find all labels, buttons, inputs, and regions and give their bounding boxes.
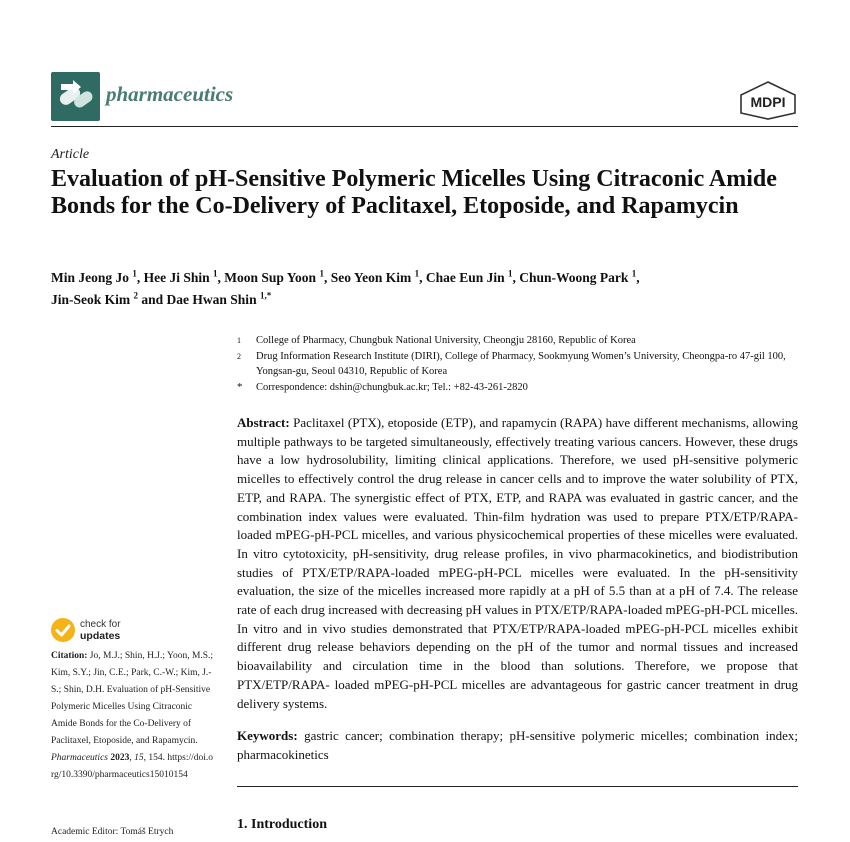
- article-title: Evaluation of pH-Sensitive Polymeric Micelles Using Citraconic Amide Bonds for the Co-Delivery of Paclitaxel, Etoposide, and Rapamycin: [51, 166, 777, 219]
- header-divider: [51, 126, 798, 127]
- keywords-label: Keywords:: [237, 728, 298, 743]
- check-for-updates-button[interactable]: [51, 618, 161, 646]
- mdpi-logo-text: MDPI: [750, 94, 786, 110]
- mdpi-logo-icon: [738, 80, 798, 120]
- author: Chun-Woong Park $^1$,: [519, 268, 640, 285]
- citation-text: Jo, M.J.; Shin, H.J.; Yoon, M.S.; Kim, S.Y.; Jin, C.E.; Park, C.-W.; Kim, J.-S.; Shin, D.H. Evaluation of pH-Sensitive Polymeric Micelles Using Citraconic Amide Bonds for the Co-Delivery of Paclitaxel, Etoposide, and Rapamycin.: [51, 651, 214, 746]
- abstract: [237, 414, 798, 713]
- affiliation-mark: 2: [237, 351, 241, 361]
- check-updates-icon: [51, 618, 75, 642]
- author: Moon Sup Yoon $^1$,: [224, 268, 331, 285]
- keywords-text: gastric cancer; combination therapy; pH-sensitive polymeric micelles; combination index; pharmacokinetics: [237, 728, 799, 762]
- author: Hee Ji Shin $^1$,: [143, 268, 225, 285]
- doi-link[interactable]: https://doi.org/10.3390/pharmaceutics15010154: [51, 753, 214, 780]
- citation-year: 2023: [110, 753, 130, 763]
- citation-block: Citation: Jo, M.J.; Shin, H.J.; Yoon, M.S.; Kim, S.Y.; Jin, C.E.; Park, C.-W.; Kim, J.-S.; Shin, D.H. Evaluation of pH-Sensitive Polymeric Micelles Using Citraconic Amide Bonds for the Co-Delivery of Paclitaxel, Etoposide, and Rapamycin. Pharmaceutics 2023, 15, 154. https://doi.org/10.3390/pharmaceutics15010154: [51, 651, 214, 780]
- journal-logo-icon: [51, 72, 100, 121]
- keywords: [237, 727, 798, 764]
- academic-editor: [51, 827, 173, 837]
- section-heading: 1. Introduction: [237, 817, 327, 832]
- citation-label: Citation:: [51, 651, 88, 661]
- author-list: [51, 264, 791, 309]
- abstract-label: Abstract:: [237, 415, 290, 430]
- author: Jin-Seok Kim $^2$ and: [51, 290, 167, 307]
- affiliation: [237, 333, 797, 349]
- citation-volume: 15: [134, 753, 144, 763]
- correspondence-text: Correspondence: dshin@chungbuk.ac.kr; Tel.: +82-43-261-2820: [256, 381, 528, 393]
- citation-pages: , 154.: [143, 753, 165, 763]
- author: Min Jeong Jo $^1$,: [51, 268, 144, 285]
- author: Chae Eun Jin $^1$,: [425, 268, 520, 285]
- check-updates-line1: check for: [80, 619, 121, 630]
- article-type: Article: [51, 147, 90, 162]
- correspondence: [237, 380, 797, 396]
- editor-name: Tomáš Etrych: [120, 827, 174, 837]
- journal-name: pharmaceutics: [106, 82, 234, 106]
- affiliation-text: Drug Information Research Institute (DIRI), College of Pharmacy, Sookmyung Women’s University, Cheongpa-ro 47-gil 100, Yongsan-gu, Seoul 04310, Republic of Korea: [256, 350, 786, 377]
- author: Dae Hwan Shin $^{1,*}$: [166, 290, 272, 307]
- section-divider: [237, 786, 798, 787]
- affiliations: [237, 333, 797, 395]
- author: Seo Yeon Kim $^1$,: [330, 268, 426, 285]
- affiliation-text: College of Pharmacy, Chungbuk National University, Cheongju 28160, Republic of Korea: [256, 335, 636, 346]
- editor-label: Academic Editor:: [51, 827, 119, 837]
- affiliation: [237, 349, 797, 380]
- affiliation-mark: 1: [237, 336, 241, 345]
- affiliation-mark: *: [237, 380, 243, 393]
- check-updates-line2: updates: [80, 630, 121, 642]
- citation-journal: Pharmaceutics: [51, 753, 108, 763]
- abstract-text: Paclitaxel (PTX), etoposide (ETP), and rapamycin (RAPA) have different mechanisms, allowing multiple pathways to be targeted simultaneously, effectively treating various cancers. However, these drugs have a low hydrosolubility, limiting clinical applications. Therefore, we used pH-sensitive polymeric micelles to effectively control the drug release in cancer cells and to improve the water solubility of PTX, ETP, and RAPA. The synergistic effect of PTX, ETP, and RAPA was evaluated in gastric cancer, and the combination index values were evaluated. Thin-film hydration was used to prepare PTX/ETP/RAPA-loaded mPEG-pH-PCL micelles, and various physicochemical properties of these micelles were evaluated. In vitro cytotoxicity, pH-sensitivity, drug release profiles, in vivo pharmacokinetics, and biodistribution studies of PTX/ETP/RAPA-loaded mPEG-pH-PCL micelles were evaluated. In the pH-sensitivity evaluation, the size of the micelles increased more rapidly at a pH of 5.5 than at a pH of 7.4. The release rate of each drug increased with decreasing pH values in PTX/ETP/RAPA-loaded mPEG-pH-PCL micelles. In vitro and in vivo studies demonstrated that PTX/ETP/RAPA-loaded mPEG-pH-PCL micelles exhibit different drug release behaviors depending on the pH of the tumor and normal tissues and increased bioavailability and circulation time in the blood than solutions. Therefore, we propose that PTX/ETP/RAPA- loaded mPEG-pH-PCL micelles are advantageous for gastric cancer treatment in drug delivery systems.: [237, 415, 799, 711]
